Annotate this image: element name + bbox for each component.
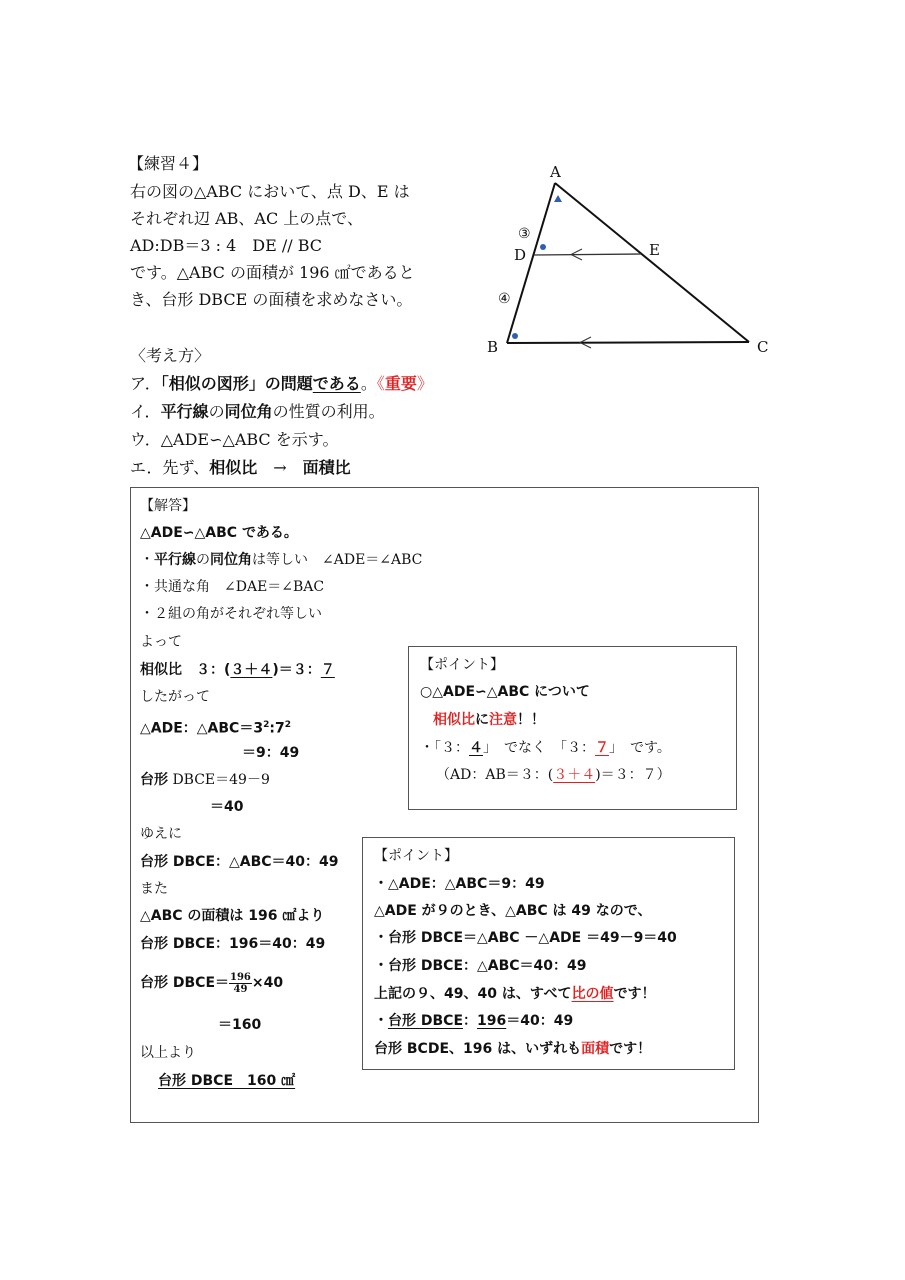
answer-line: ＝160 bbox=[218, 1017, 262, 1033]
text: DBCE：△ABC＝40：49 bbox=[168, 854, 339, 870]
approach-item-i bbox=[130, 398, 385, 425]
answer-line: 以上より bbox=[140, 1045, 196, 1061]
exponent: 2 bbox=[263, 720, 270, 730]
text: 相似比 bbox=[209, 458, 258, 477]
fraction bbox=[229, 972, 252, 995]
point2-line: △ADE が９のとき、△ABC は 49 なので、 bbox=[374, 903, 652, 919]
item-prefix: ウ． bbox=[130, 430, 161, 449]
text: 台形 BCDE、196 は、いずれも bbox=[374, 1041, 582, 1057]
text: は 196 ㎠より bbox=[229, 908, 325, 924]
text: DBCE：196＝40：49 bbox=[168, 936, 326, 952]
text: 》 bbox=[416, 374, 433, 393]
answer-line: △ADE∽△ABC である。 bbox=[140, 525, 298, 541]
problem-line: 右の図の△ABC において、点 D、E は bbox=[130, 182, 410, 201]
answer-line bbox=[140, 849, 339, 876]
text: ×40 bbox=[251, 975, 284, 991]
answer-line bbox=[140, 712, 291, 743]
answer-line: ゆえに bbox=[140, 826, 182, 842]
text: ３＋４ bbox=[553, 767, 596, 783]
angle-d-dot-marker bbox=[540, 244, 546, 250]
text: 問題 bbox=[280, 374, 313, 393]
text: 」の bbox=[248, 374, 281, 393]
point2-line bbox=[374, 981, 656, 1008]
text: 《 bbox=[376, 374, 385, 393]
answer-line bbox=[140, 547, 422, 574]
text: 先ず、 bbox=[162, 458, 210, 477]
numerator: 196 bbox=[230, 971, 251, 983]
answer-line: したがって bbox=[140, 689, 210, 705]
answer-line: ・２組の角がそれぞれ等しい bbox=[140, 606, 322, 622]
answer-line bbox=[140, 931, 325, 958]
point2-heading: 【ポイント】 bbox=[374, 848, 458, 864]
problem-line: それぞれ辺 AB、AC 上の点で、 bbox=[130, 209, 363, 228]
text: 平行線 bbox=[160, 402, 209, 421]
arrow: → bbox=[257, 458, 303, 477]
point2-line: ・△ADE：△ABC＝9：49 bbox=[374, 876, 545, 892]
answer-line bbox=[140, 767, 270, 794]
item-prefix: エ． bbox=[130, 458, 163, 477]
point2-line bbox=[374, 1008, 573, 1035]
answer-line: ＝9：49 bbox=[242, 745, 300, 761]
text: ・ bbox=[374, 1013, 388, 1029]
answer-line: ・共通な角 ∠DAE＝∠BAC bbox=[140, 579, 325, 595]
text: :7 bbox=[269, 720, 285, 737]
text: ・「３： bbox=[420, 740, 469, 756]
answer-line bbox=[140, 903, 324, 930]
point2-line: ・台形 DBCE＝△ABC －△ADE ＝49－9＝40 bbox=[374, 930, 677, 946]
answer-line: また bbox=[140, 881, 168, 897]
ratio-label-db: ④ bbox=[498, 291, 511, 307]
text: 台形 bbox=[140, 975, 168, 991]
item-prefix: イ． bbox=[130, 402, 161, 421]
text: ７ bbox=[320, 662, 335, 678]
text: ４ bbox=[469, 740, 483, 756]
label-e: E bbox=[649, 241, 660, 259]
point1-line: ○△ADE∽△ABC について bbox=[420, 684, 590, 700]
label-c: C bbox=[757, 338, 769, 356]
text: の性質の利用。 bbox=[272, 402, 385, 421]
text: の bbox=[196, 552, 210, 568]
text: 台形 bbox=[140, 936, 168, 952]
text: である bbox=[312, 374, 361, 393]
text: 台形 bbox=[140, 854, 168, 870]
point2-line: ・台形 DBCE：△ABC＝40：49 bbox=[374, 958, 587, 974]
text: 」 です。 bbox=[609, 740, 671, 756]
text: ・ bbox=[140, 552, 154, 568]
point2-line bbox=[374, 1036, 651, 1063]
text: 。 bbox=[360, 374, 377, 393]
exponent: 2 bbox=[284, 720, 291, 730]
text: 平行線 bbox=[154, 552, 196, 568]
text: 相似比 bbox=[433, 712, 475, 728]
approach-item-a bbox=[130, 370, 433, 397]
text: )＝３： bbox=[272, 662, 321, 678]
point1-line bbox=[433, 707, 545, 734]
text: ７ bbox=[595, 740, 609, 756]
answer-line: よって bbox=[140, 634, 182, 650]
text: 相似比 ３：( bbox=[140, 662, 231, 678]
text: 台形 bbox=[140, 772, 168, 788]
approach-item-e bbox=[130, 454, 351, 481]
problem-line: です。△ABC の面積が 196 ㎠であると bbox=[130, 263, 415, 282]
text: は等しい ∠ADE＝∠ABC bbox=[252, 552, 423, 568]
text: 196 bbox=[477, 1013, 507, 1029]
text: 面積 bbox=[581, 1041, 610, 1057]
label-d: D bbox=[514, 246, 527, 264]
text: 同位角 bbox=[210, 552, 252, 568]
text: 相似の図形 bbox=[168, 374, 249, 393]
angle-a-triangle-marker bbox=[554, 195, 562, 202]
text: 「 bbox=[160, 374, 169, 393]
answer-line bbox=[140, 970, 283, 997]
answer-heading: 【解答】 bbox=[140, 498, 196, 514]
text: 面積 bbox=[201, 908, 230, 924]
final-answer: 台形 DBCE 160 ㎠ bbox=[158, 1073, 296, 1089]
label-b: B bbox=[487, 338, 499, 356]
approach-heading: 〈考え方〉 bbox=[130, 346, 211, 365]
side-ac bbox=[555, 183, 749, 342]
segment-de bbox=[534, 254, 641, 255]
text: ＝40：49 bbox=[506, 1013, 574, 1029]
point1-heading: 【ポイント】 bbox=[420, 657, 504, 673]
answer-line bbox=[140, 657, 335, 684]
ratio-label-ad: ③ bbox=[518, 226, 531, 242]
text: です！ bbox=[609, 1041, 652, 1057]
text: 台形 DBCE bbox=[388, 1013, 464, 1029]
text: 上記の９、49、40 は、すべて bbox=[374, 986, 572, 1002]
text: DBCE＝ bbox=[168, 975, 230, 991]
text: )＝３：７） bbox=[595, 767, 671, 783]
text: DBCE＝49－9 bbox=[168, 772, 270, 788]
text: の bbox=[208, 402, 225, 421]
text: 比の値 bbox=[571, 986, 614, 1002]
text: ３＋４ bbox=[230, 662, 273, 678]
problem-line: き、台形 DBCE の面積を求めなさい。 bbox=[130, 290, 413, 309]
text: △ABC の bbox=[140, 908, 202, 924]
triangle-figure bbox=[470, 155, 780, 365]
point1-line bbox=[420, 735, 671, 762]
text: ： bbox=[463, 1013, 478, 1029]
text: △ADE∽△ABC を示す。 bbox=[160, 430, 339, 449]
point1-line bbox=[436, 762, 671, 789]
text: 」 でなく 「３： bbox=[483, 740, 595, 756]
label-a: A bbox=[550, 163, 561, 181]
text: 同位角 bbox=[224, 402, 273, 421]
text: です！ bbox=[613, 986, 656, 1002]
answer-line: ＝40 bbox=[210, 799, 244, 815]
text: 注意 bbox=[489, 712, 517, 728]
text: に bbox=[475, 712, 489, 728]
text: ！！ bbox=[517, 712, 545, 728]
denominator: 49 bbox=[233, 983, 248, 995]
problem-title: 【練習４】 bbox=[128, 154, 209, 173]
angle-b-dot-marker bbox=[512, 333, 518, 339]
item-prefix: ア． bbox=[130, 374, 161, 393]
side-bc bbox=[507, 342, 749, 343]
approach-item-u bbox=[130, 426, 338, 453]
problem-line: AD:DB＝3 : 4 DE // BC bbox=[130, 236, 323, 255]
text: △ADE：△ABC＝3 bbox=[140, 720, 264, 737]
important-label: 重要 bbox=[384, 374, 417, 393]
text: 面積比 bbox=[302, 458, 351, 477]
text: （AD：AB＝３：( bbox=[436, 767, 554, 783]
